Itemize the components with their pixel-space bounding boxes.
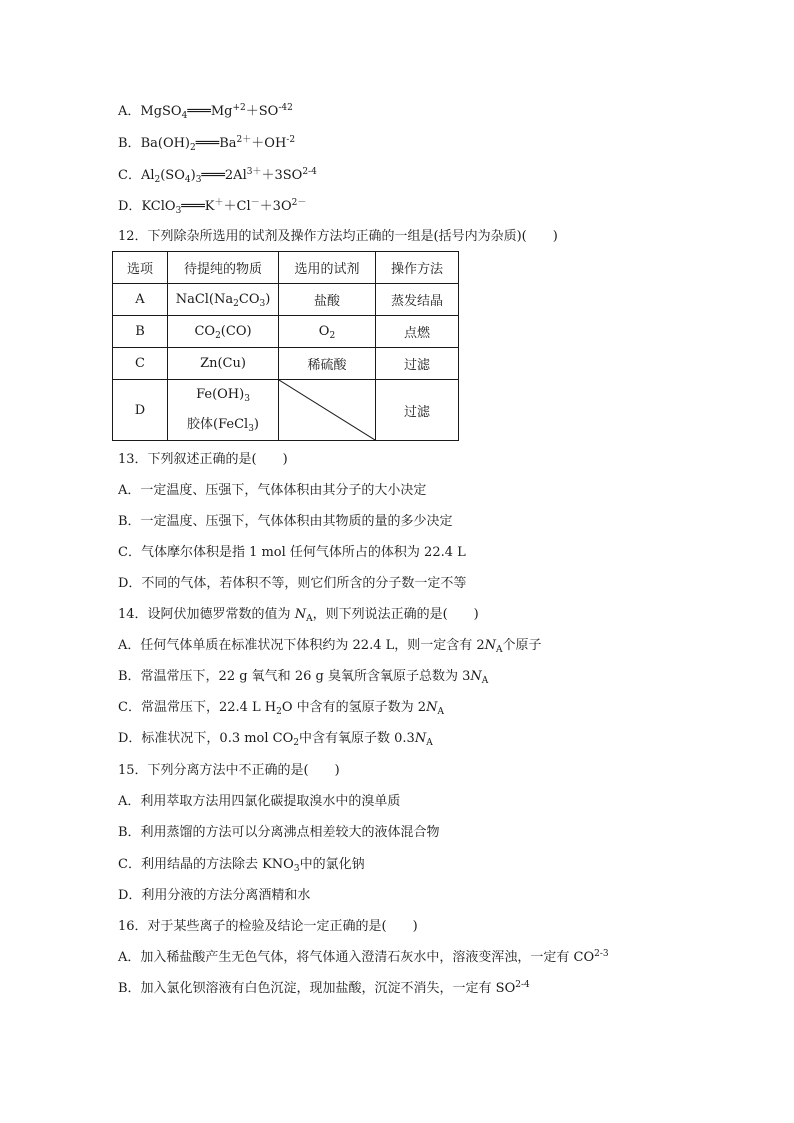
q13-option-a: A．一定温度、压强下，气体体积由其分子的大小决定 [118, 483, 427, 498]
cell-option: B [113, 316, 168, 348]
cell-option: A [113, 284, 168, 316]
cell-reagent: 盐酸 [279, 284, 376, 316]
q16-option-b: B．加入氯化钡溶液有白色沉淀，现加盐酸，沉淀不消失，一定有 SO$^{2-4}$ [118, 980, 530, 996]
substance-line-1: $Fe(OH)_3$ [196, 387, 250, 404]
diagonal-line [279, 380, 375, 440]
q11-option-b: B．$Ba(OH)_2═══Ba^{2+}+OH^{-2}$ [118, 135, 296, 153]
cell-reagent-empty [279, 380, 376, 441]
table-row [113, 284, 459, 316]
q12-stem: 12．下列除杂所选用的试剂及操作方法均正确的一组是(括号内为杂质)( ) [118, 229, 558, 244]
cell-substance: $CO_2(CO)$ [168, 316, 279, 348]
table-row [113, 348, 459, 380]
q13-option-c: C．气体摩尔体积是指 1 mol 任何气体所占的体积为 22.4 L [118, 545, 466, 560]
q13-option-d: D．不同的气体，若体积不等，则它们所含的分子数一定不等 [118, 576, 467, 591]
table-row [113, 380, 459, 441]
q12-table [112, 251, 459, 441]
q11-option-c: C．$Al_2(SO_4)_3═══2Al^{3+}+3SO^{2-4}$ [118, 167, 317, 185]
q15-stem: 15．下列分离方法中不正确的是( ) [118, 763, 340, 778]
header-option: 选项 [113, 252, 168, 284]
q15-option-c: C．利用结晶的方法除去 $KNO_3$中的氯化钠 [118, 857, 365, 874]
cell-method: 过滤 [376, 380, 459, 441]
cell-method: 蒸发结晶 [376, 284, 459, 316]
q15-option-d: D．利用分液的方法分离酒精和水 [118, 888, 311, 903]
q14-option-d: D．标准状况下，0.3 mol $CO_2$中含有氧原子数 $0.3N_A$ [118, 731, 433, 748]
header-substance: 待提纯的物质 [168, 252, 279, 284]
q13-stem: 13．下列叙述正确的是( ) [118, 452, 288, 467]
q13-option-b: B．一定温度、压强下，气体体积由其物质的量的多少决定 [118, 514, 453, 529]
q14-option-a: A．任何气体单质在标准状况下体积约为 22.4 L，则一定含有 $2N_A$个原子 [118, 638, 542, 655]
substance-line-2: 胶体(FeCl$_3$) [187, 417, 259, 434]
q14-option-b: B．常温常压下，22 g 氧气和 26 g 臭氧所含氧原子总数为 $3N_A$ [118, 669, 489, 686]
cell-substance [168, 380, 279, 441]
table-header-row [113, 252, 459, 284]
cell-method: 点燃 [376, 316, 459, 348]
table-row [113, 316, 459, 348]
header-reagent: 选用的试剂 [279, 252, 376, 284]
q15-option-a: A．利用萃取方法用四氯化碳提取溴水中的溴单质 [118, 794, 401, 809]
cell-option: C [113, 348, 168, 380]
q16-stem: 16．对于某些离子的检验及结论一定正确的是( ) [118, 919, 418, 934]
cell-substance: Zn(Cu) [168, 348, 279, 380]
cell-option: D [113, 380, 168, 441]
cell-reagent: 稀硫酸 [279, 348, 376, 380]
q14-stem: 14．设阿伏加德罗常数的值为 $N_A$，则下列说法正确的是( ) [118, 607, 479, 624]
q16-option-a: A．加入稀盐酸产生无色气体，将气体通入澄清石灰水中，溶液变浑浊，一定有 CO$^{2-3}$ [118, 949, 609, 965]
cell-substance: $NaCl(Na_2CO_3)$ [168, 284, 279, 316]
cell-method: 过滤 [376, 348, 459, 380]
q14-option-c: C．常温常压下，22.4 L $H_2O$ 中含有的氢原子数为 $2N_A$ [118, 700, 444, 717]
q11-option-a: A．$MgSO_4═══Mg^{+2}+SO^{-42}$ [118, 103, 293, 121]
header-method: 操作方法 [376, 252, 459, 284]
q15-option-b: B．利用蒸馏的方法可以分离沸点相差较大的液体混合物 [118, 825, 440, 840]
q11-option-d: D．$KClO_3═══K^++Cl^-+3O^{2-}$ [118, 198, 307, 216]
cell-reagent: $O_2$ [279, 316, 376, 348]
